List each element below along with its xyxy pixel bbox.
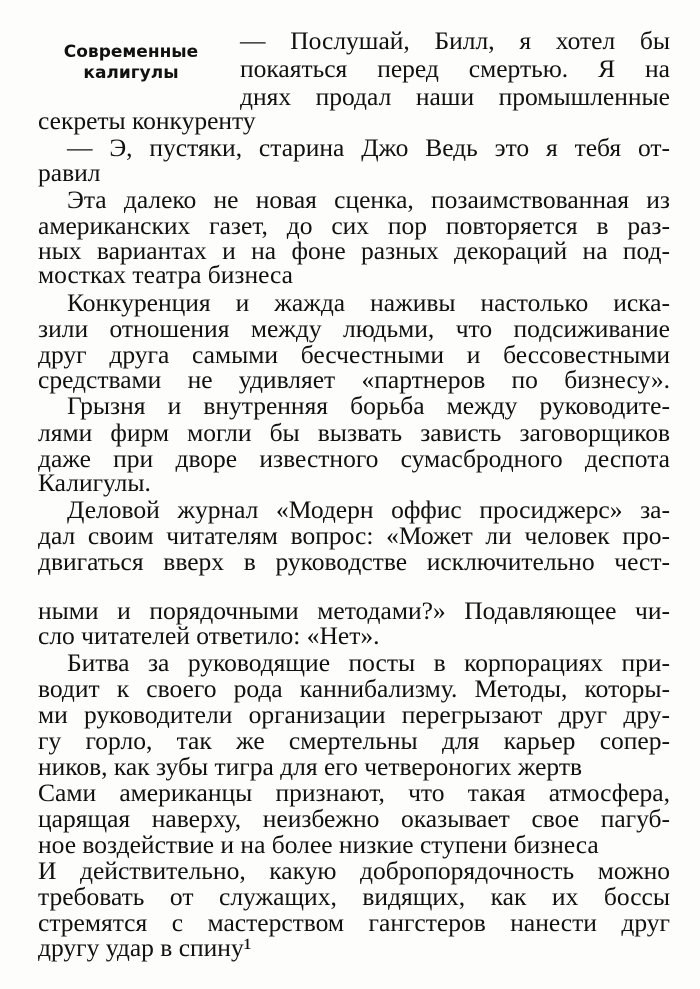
text-line: Сами американцы признают, что такая атмосфера,	[38, 778, 670, 807]
text-line: ных вариантах и на фоне разных декораций на под-	[38, 236, 670, 265]
text-line: ми руководители организации перегрызают друг дру-	[38, 700, 670, 729]
text-line: дал своим читателям вопрос: «Может ли человек про-	[38, 521, 670, 550]
text-line: гу горло, так же смертельны для карьер сопер-	[38, 726, 670, 755]
text-line: требовать от служащих, видящих, как их боссы	[38, 882, 670, 911]
text-line: ными и порядочными методами?» Подавляющее чи-	[38, 596, 670, 625]
text-line: американских газет, до сих пор повторяется в раз-	[38, 211, 670, 240]
text-line: лями фирм могли бы вызвать зависть заговорщиков	[38, 418, 670, 447]
text-line: зили отношения между людьми, что подсиживание	[38, 314, 670, 343]
text-line: днях продал наши промышленные	[240, 82, 670, 111]
text-line: Битва за руководящие посты в корпорациях при-	[67, 648, 670, 677]
text-line: ное воздействие и на более низкие ступени бизнеса	[38, 830, 599, 859]
text-line: мостках театра бизнеса	[38, 260, 293, 289]
text-line: средствами не удивляет «партнеров по бизнесу».	[38, 365, 670, 394]
text-line: друг друга самыми бесчестными и бессовестными	[38, 340, 670, 369]
margin-heading-line-1: Современные	[63, 42, 199, 62]
text-line: Эта далеко не новая сценка, позаимствованная из	[67, 185, 670, 214]
text-line: — Э, пустяки, старина Джо Ведь это я тебя от-	[67, 133, 670, 162]
margin-heading	[56, 42, 206, 84]
text-line: Грызня и внутренняя борьба между руководите-	[67, 391, 670, 420]
text-line: сло читателей ответило: «Нет».	[38, 621, 380, 650]
text-line: другу удар в спину¹	[38, 933, 252, 962]
text-line: И действительно, какую добропорядочность можно	[38, 856, 670, 885]
text-line: двигаться вверх в руководстве исключительно чест-	[38, 547, 670, 576]
text-line: водит к своего рода каннибализму. Методы, которы-	[38, 674, 670, 703]
text-line: равил	[38, 158, 101, 187]
text-line: царящая наверху, неизбежно оказывает свое пагуб-	[38, 804, 670, 833]
text-line: Калигулы.	[38, 468, 151, 497]
text-line: покаяться перед смертью. Я на	[240, 54, 670, 83]
text-line: секреты конкуренту	[38, 106, 256, 135]
text-line: — Послушай, Билл, я хотел бы	[240, 26, 670, 55]
text-line: ников, как зубы тигра для его четвероногих жертв	[38, 752, 583, 781]
text-line: Деловой журнал «Модерн оффис просиджерс» за-	[67, 495, 670, 524]
text-line: Конкуренция и жажда наживы настолько иска-	[67, 288, 670, 317]
text-line: даже при дворе известного сумасбродного деспота	[38, 444, 670, 473]
text-line: стремятся с мастерством гангстеров нанести друг	[38, 908, 670, 937]
margin-heading-line-2: калигулы	[83, 63, 179, 83]
